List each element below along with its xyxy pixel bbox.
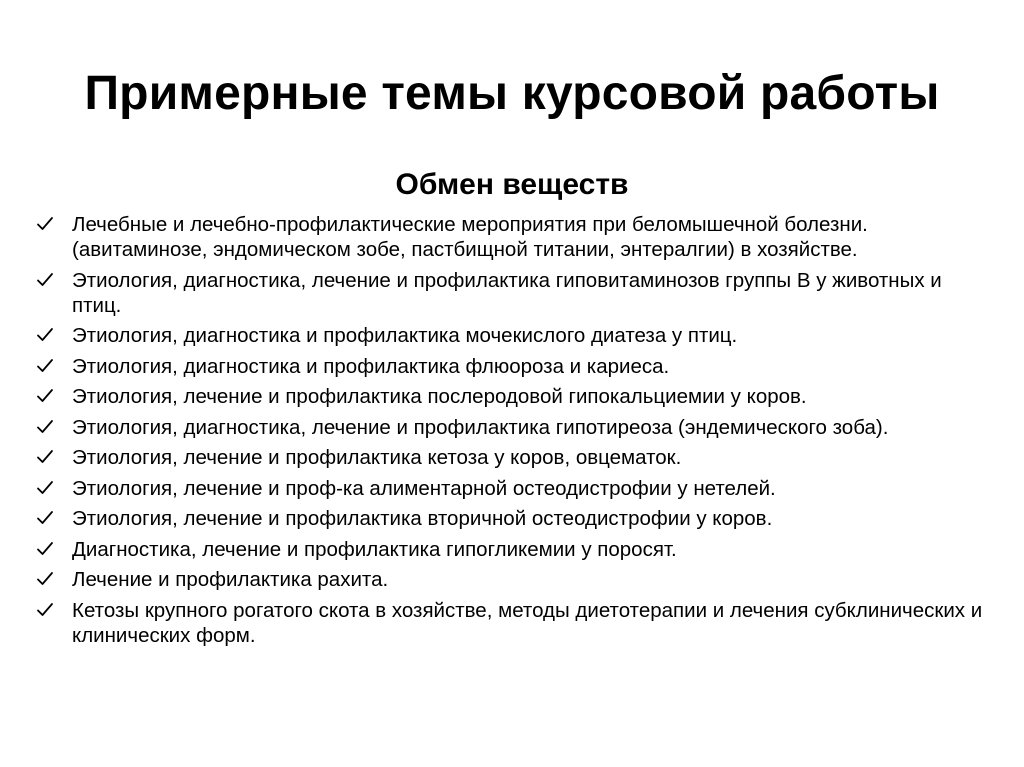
- topic-text: Этиология, диагностика и профилактика мочекислого диатеза у птиц.: [72, 324, 738, 347]
- checkmark-icon: [36, 540, 54, 558]
- checkmark-icon: [36, 570, 54, 588]
- slide-subtitle: Обмен веществ: [395, 168, 629, 201]
- checkmark-icon: [36, 326, 54, 344]
- topic-text: Этиология, диагностика, лечение и профилактика гипотиреоза (эндемического зоба).: [72, 415, 889, 439]
- topic-text: Кетозы крупного рогатого скота в хозяйстве, методы диетотерапии и лечения субклинических и клинических форм.: [72, 598, 983, 647]
- topic-text: Этиология, лечение и профилактика вторичной остеодистрофии у коров.: [72, 507, 773, 530]
- topic-text: Лечение и профилактика рахита.: [72, 568, 389, 591]
- checkmark-icon: [36, 601, 54, 619]
- checkmark-icon: [36, 448, 54, 466]
- checkmark-icon: [36, 509, 54, 527]
- topic-text: Этиология, лечение и профилактика послеродовой гипокальциемии у коров.: [72, 385, 807, 408]
- checkmark-icon: [36, 215, 54, 233]
- topic-item: [36, 323, 986, 348]
- topic-item: [36, 268, 986, 318]
- topic-item: [36, 506, 986, 531]
- checkmark-icon: [36, 387, 54, 405]
- topic-item: [36, 384, 986, 409]
- topic-text: Этиология, диагностика и профилактика флюороза и кариеса.: [72, 354, 670, 378]
- topic-text: Лечебные и лечебно-профилактические мероприятия при беломышечной болезни. (авитаминозе, эндомическом зобе, пастбищной титании, энтералгии) в хозяйстве.: [72, 213, 868, 261]
- checkmark-icon: [36, 479, 54, 497]
- topic-text: Этиология, диагностика, лечение и профилактика гиповитаминозов группы В у животных и птиц.: [72, 268, 942, 317]
- topic-list: [36, 212, 986, 653]
- topic-item: [36, 354, 986, 379]
- topic-text: Этиология, лечение и профилактика кетоза у коров, овцематок.: [72, 446, 682, 469]
- topic-item: [36, 415, 986, 440]
- checkmark-icon: [36, 357, 54, 375]
- checkmark-icon: [36, 418, 54, 436]
- topic-text: Диагностика, лечение и профилактика гипогликемии у поросят.: [72, 537, 677, 561]
- topic-item: [36, 476, 986, 501]
- topic-item: [36, 445, 986, 470]
- checkmark-icon: [36, 271, 54, 289]
- topic-text: Этиология, лечение и проф-ка алиментарной остеодистрофии у нетелей.: [72, 476, 776, 500]
- topic-item: [36, 537, 986, 562]
- topic-item: [36, 567, 986, 592]
- topic-item: [36, 212, 986, 262]
- topic-item: [36, 598, 986, 648]
- slide-title: Примерные темы курсовой работы: [84, 67, 940, 120]
